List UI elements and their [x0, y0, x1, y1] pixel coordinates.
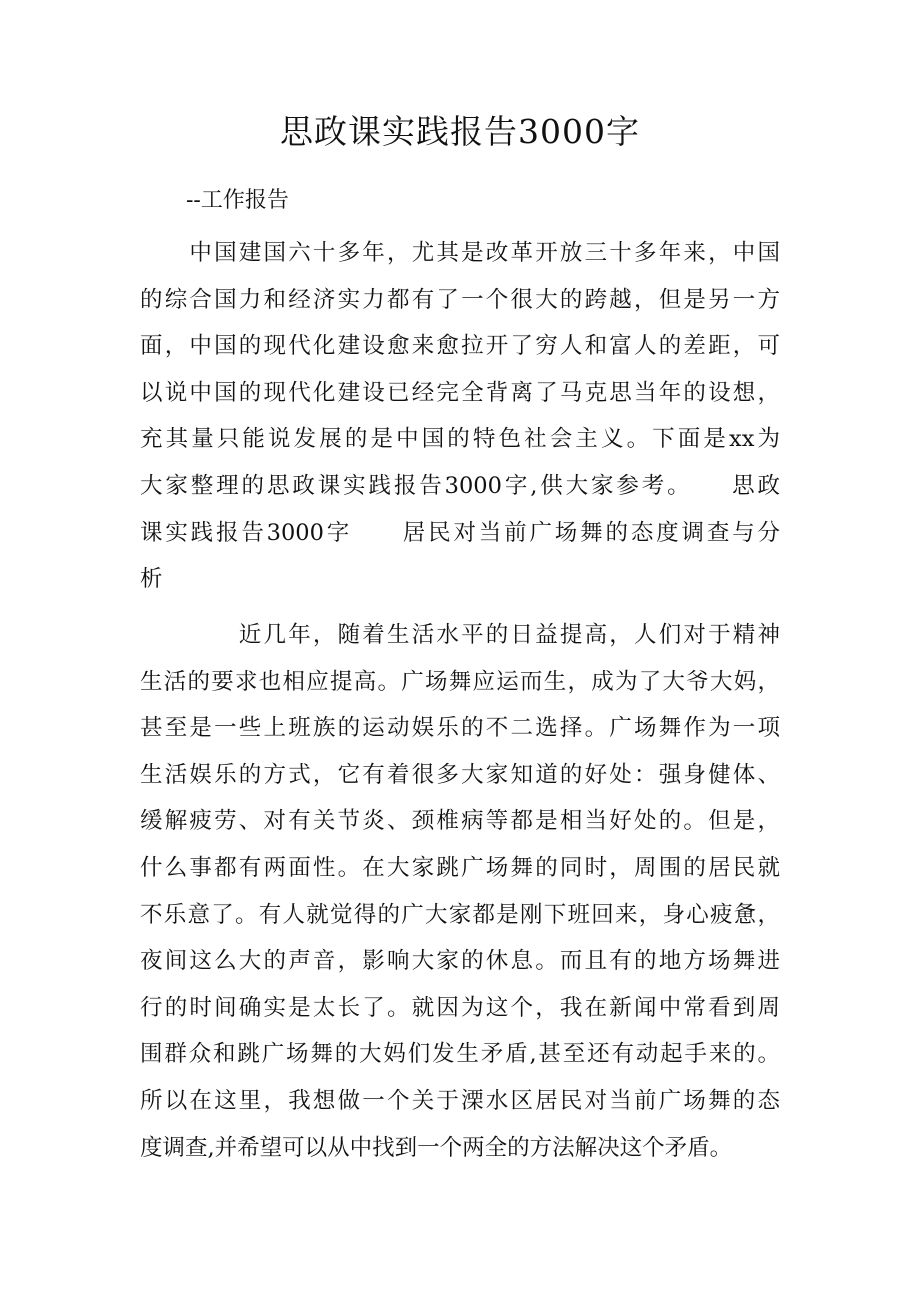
text-line: 围群众和跳广场舞的大妈们发生矛盾,甚至还有动起手来的。 [140, 1041, 780, 1068]
text-line: 夜间这么大的声音，影响大家的休息。而且有的地方场舞进 [140, 948, 780, 975]
document-title: 思政课实践报告3000字 [280, 112, 640, 151]
text-line: 所以在这里，我想做一个关于溧水区居民对当前广场舞的态 [140, 1087, 780, 1114]
text-line: 大家整理的思政课实践报告3000字,供大家参考。 思政 [140, 472, 780, 499]
text-line: 甚至是一些上班族的运动娱乐的不二选择。广场舞作为一项 [140, 715, 780, 742]
text-line: 什么事都有两面性。在大家跳广场舞的同时，周围的居民就 [140, 854, 780, 881]
text-line: 析 [140, 566, 163, 593]
paragraph-square-dance [140, 612, 780, 1171]
text-line: 生活的要求也相应提高。广场舞应运而生，成为了大爷大妈， [140, 668, 780, 695]
text-line: 近几年，随着生活水平的日益提高，人们对于精神 [140, 622, 780, 648]
text-line: 缓解疲劳、对有关节炎、颈椎病等都是相当好处的。但是， [140, 808, 780, 835]
text-line: 度调查,并希望可以从中找到一个两全的方法解决这个矛盾。 [140, 1134, 733, 1161]
text-line: 以说中国的现代化建设已经完全背离了马克思当年的设想， [140, 379, 780, 406]
text-line: 行的时间确实是太长了。就因为这个，我在新闻中常看到周 [140, 994, 780, 1021]
text-line: 中国建国六十多年，尤其是改革开放三十多年来，中国 [140, 240, 780, 266]
text-line: 面，中国的现代化建设愈来愈拉开了穷人和富人的差距，可 [140, 333, 780, 360]
text-line: 不乐意了。有人就觉得的广大家都是刚下班回来，身心疲惫， [140, 901, 780, 928]
text-line: 充其量只能说发展的是中国的特色社会主义。下面是xx为 [140, 426, 780, 453]
paragraph-intro [140, 230, 780, 603]
text-line: 生活娱乐的方式，它有着很多大家知道的好处：强身健体、 [140, 761, 780, 788]
text-line: 课实践报告3000字 居民对当前广场舞的态度调查与分 [140, 519, 780, 546]
text-line: 的综合国力和经济实力都有了一个很大的跨越，但是另一方 [140, 286, 780, 313]
document-subtitle: --工作报告 [186, 188, 289, 213]
